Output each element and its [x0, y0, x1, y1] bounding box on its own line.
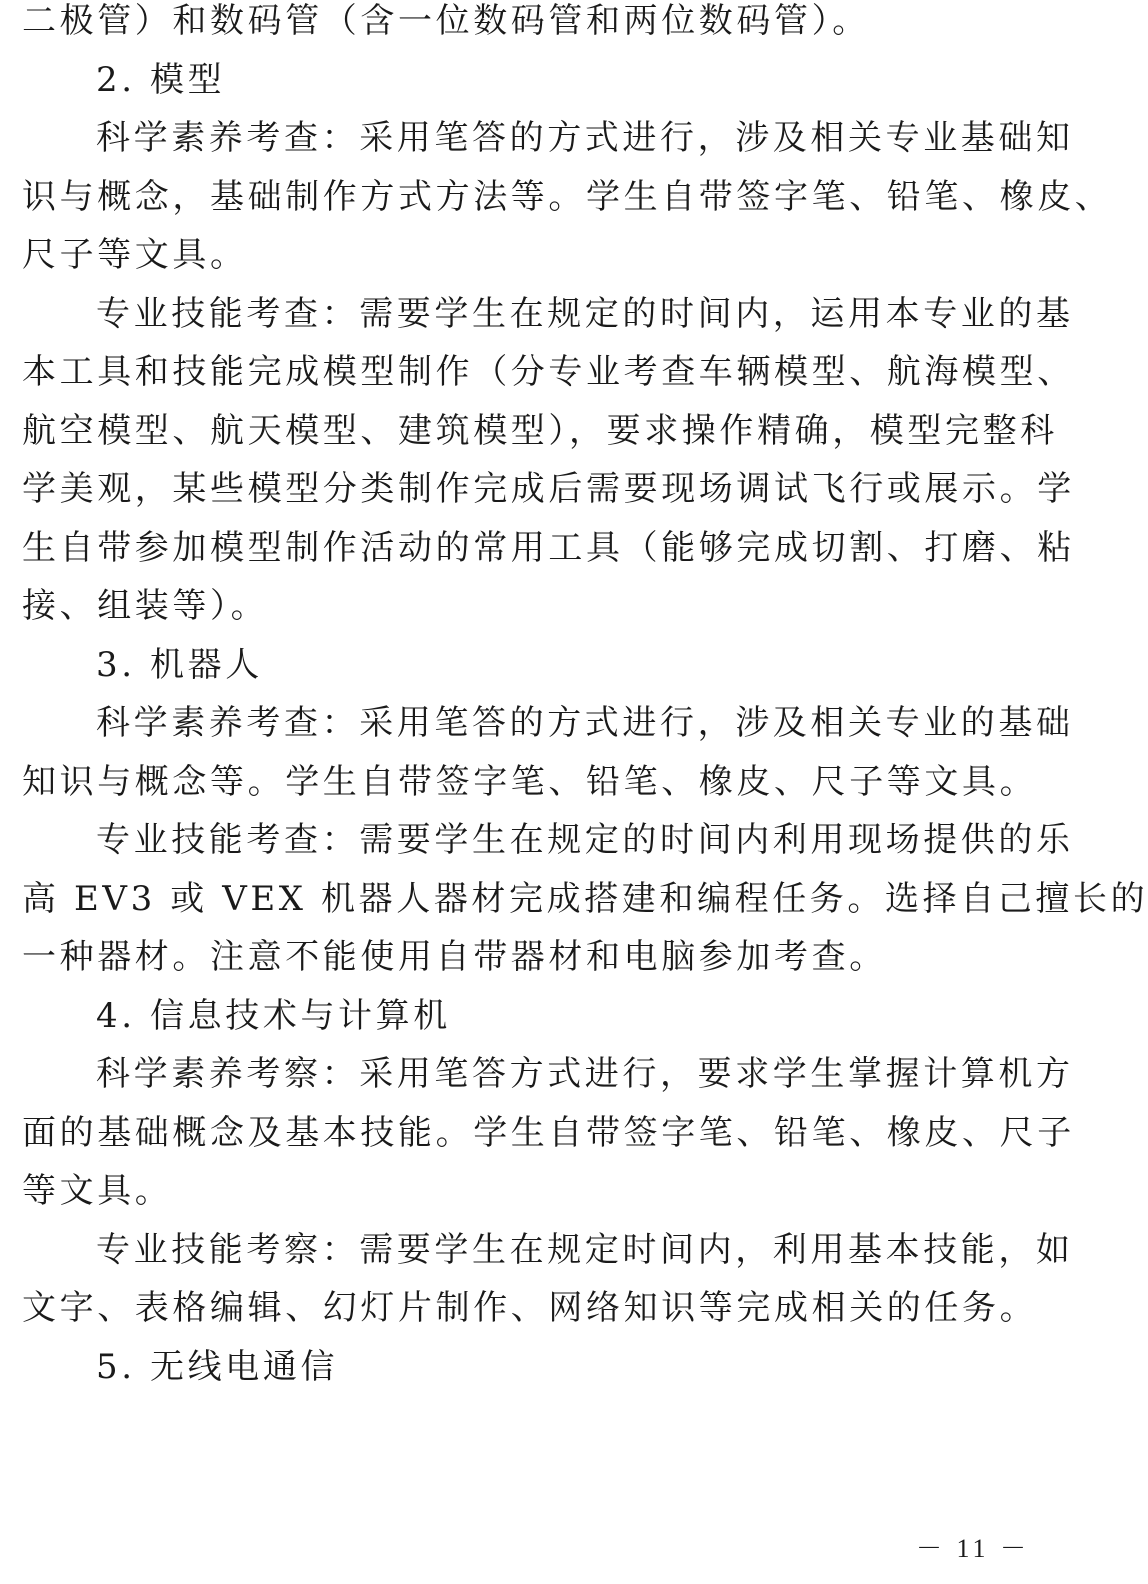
section-heading-radio: 5. 无线电通信 [96, 1346, 339, 1387]
page-number: － 11 － [915, 1534, 1030, 1563]
paragraph-line: 学美观，某些模型分类制作完成后需要现场调试飞行或展示。学 [22, 469, 1075, 509]
paragraph-line: 一种器材。注意不能使用自带器材和电脑参加考查。 [22, 937, 887, 977]
paragraph-line: 尺子等文具。 [22, 235, 248, 275]
paragraph-line: 本工具和技能完成模型制作（分专业考查车辆模型、航海模型、 [22, 352, 1075, 392]
paragraph-line: 航空模型、航天模型、建筑模型），要求操作精确，模型完整科 [22, 410, 1058, 451]
paragraph-line: 生自带参加模型制作活动的常用工具（能够完成切割、打磨、粘 [22, 527, 1075, 568]
paragraph-line: 高 EV3 或 VEX 机器人器材完成搭建和编程任务。选择自己擅长的 [22, 878, 1148, 919]
paragraph-line: 接、组装等）。 [22, 586, 269, 626]
section-heading-model: 2. 模型 [96, 59, 226, 100]
section-heading-it-computer: 4. 信息技术与计算机 [96, 995, 451, 1036]
paragraph-line: 专业技能考查：需要学生在规定的时间内，运用本专业的基 [96, 293, 1074, 334]
paragraph-line: 识与概念，基础制作方式方法等。学生自带签字笔、铅笔、橡皮、 [22, 176, 1113, 217]
paragraph-line: 专业技能考察：需要学生在规定时间内，利用基本技能，如 [96, 1229, 1074, 1270]
paragraph-line: 科学素养考查：采用笔答的方式进行，涉及相关专业的基础 [96, 703, 1074, 743]
paragraph-line: 面的基础概念及基本技能。学生自带签字笔、铅笔、橡皮、尺子 [22, 1112, 1075, 1153]
document-body [22, 0, 1148, 1396]
paragraph-line: 知识与概念等。学生自带签字笔、铅笔、橡皮、尺子等文具。 [22, 761, 1038, 802]
paragraph-continuation: 二极管）和数码管（含一位数码管和两位数码管）。 [22, 1, 870, 41]
paragraph-line: 科学素养考查：采用笔答的方式进行，涉及相关专业基础知 [96, 118, 1074, 158]
paragraph-line: 科学素养考察：采用笔答方式进行，要求学生掌握计算机方 [96, 1054, 1074, 1094]
paragraph-line: 专业技能考查：需要学生在规定的时间内利用现场提供的乐 [96, 820, 1074, 860]
section-heading-robot: 3. 机器人 [96, 644, 263, 685]
paragraph-line: 文字、表格编辑、幻灯片制作、网络知识等完成相关的任务。 [22, 1288, 1038, 1328]
paragraph-line: 等文具。 [22, 1171, 173, 1211]
